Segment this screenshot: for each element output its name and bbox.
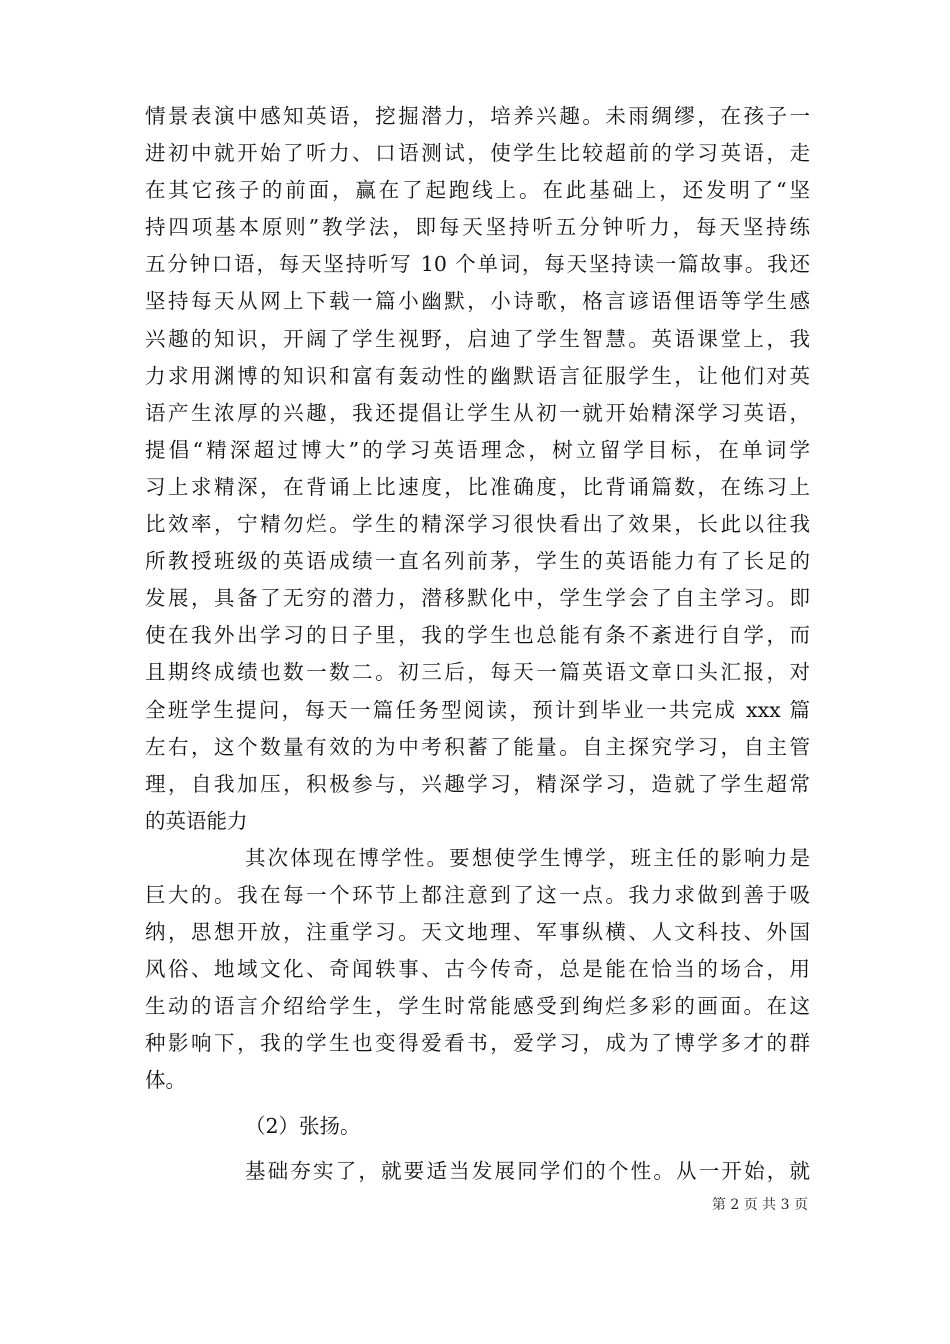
text-line: 巨大的。我在每一个环节上都注意到了这一点。我力求做到善于吸	[145, 882, 810, 907]
paragraph-2	[145, 840, 810, 1100]
text-line: 持四项基本原则”教学法，即每天坚持听五分钟听力，每天坚持练	[145, 215, 810, 240]
text-line: 在其它孩子的前面，赢在了起跑线上。在此基础上，还发明了“坚	[145, 178, 810, 203]
text-line: 体。	[145, 1068, 186, 1093]
section-heading	[145, 1108, 810, 1145]
text-line: 纳，思想开放，注重学习。天文地理、军事纵横、人文科技、外国	[145, 920, 810, 945]
text-line: 五分钟口语，每天坚持听写 10 个单词，每天坚持读一篇故事。我还	[145, 252, 810, 277]
text-line: 风俗、地域文化、奇闻轶事、古今传奇，总是能在恰当的场合，用	[145, 957, 810, 982]
paragraph-1	[145, 98, 810, 840]
text-line: 左右，这个数量有效的为中考积蓄了能量。自主探究学习，自主管	[145, 734, 810, 759]
text-line: 提倡“精深超过博大”的学习英语理念，树立留学目标，在单词学	[145, 437, 810, 462]
text-line: 全班学生提问，每天一篇任务型阅读，预计到毕业一共完成 xxx 篇	[145, 697, 810, 722]
text-line: 习上求精深，在背诵上比速度，比准确度，比背诵篇数，在练习上	[145, 474, 810, 499]
text-line: 且期终成绩也数一数二。初三后，每天一篇英语文章口头汇报，对	[145, 660, 810, 685]
paragraph-spacer	[145, 1145, 810, 1153]
text-line: 语产生浓厚的兴趣，我还提倡让学生从初一就开始精深学习英语，	[145, 400, 810, 425]
paragraph-3	[145, 1153, 810, 1190]
text-line: 兴趣的知识，开阔了学生视野，启迪了学生智慧。英语课堂上，我	[145, 326, 810, 351]
page-number: 第 2 页 共 3 页	[711, 1197, 808, 1213]
text-line: 其次体现在博学性。要想使学生博学，班主任的影响力是	[245, 845, 810, 870]
text-line: 的英语能力	[145, 808, 248, 833]
text-line: 发展，具备了无穷的潜力，潜移默化中，学生学会了自主学习。即	[145, 586, 810, 611]
text-line: 所教授班级的英语成绩一直名列前茅，学生的英语能力有了长足的	[145, 549, 810, 574]
text-line: 使在我外出学习的日子里，我的学生也总能有条不紊进行自学，而	[145, 623, 810, 648]
text-line: 进初中就开始了听力、口语测试，使学生比较超前的学习英语，走	[145, 141, 810, 166]
text-line: 基础夯实了，就要适当发展同学们的个性。从一开始，就	[245, 1158, 810, 1183]
text-line: 生动的语言介绍给学生，学生时常能感受到绚烂多彩的画面。在这	[145, 994, 810, 1019]
text-line: 情景表演中感知英语，挖掘潜力，培养兴趣。未雨绸缪，在孩子一	[145, 104, 810, 128]
text-line: 种影响下，我的学生也变得爱看书，爱学习，成为了博学多才的群	[145, 1031, 810, 1056]
document-body	[145, 98, 810, 1190]
text-line: 坚持每天从网上下载一篇小幽默，小诗歌，格言谚语俚语等学生感	[145, 289, 810, 314]
text-line: 比效率，宁精勿烂。学生的精深学习很快看出了效果，长此以往我	[145, 512, 810, 537]
text-line: 理，自我加压，积极参与，兴趣学习，精深学习，造就了学生超常	[145, 771, 810, 796]
text-line: 力求用渊博的知识和富有轰动性的幽默语言征服学生，让他们对英	[145, 363, 810, 388]
paragraph-spacer	[145, 1100, 810, 1108]
section-heading-text: （2）张扬。	[245, 1113, 361, 1138]
